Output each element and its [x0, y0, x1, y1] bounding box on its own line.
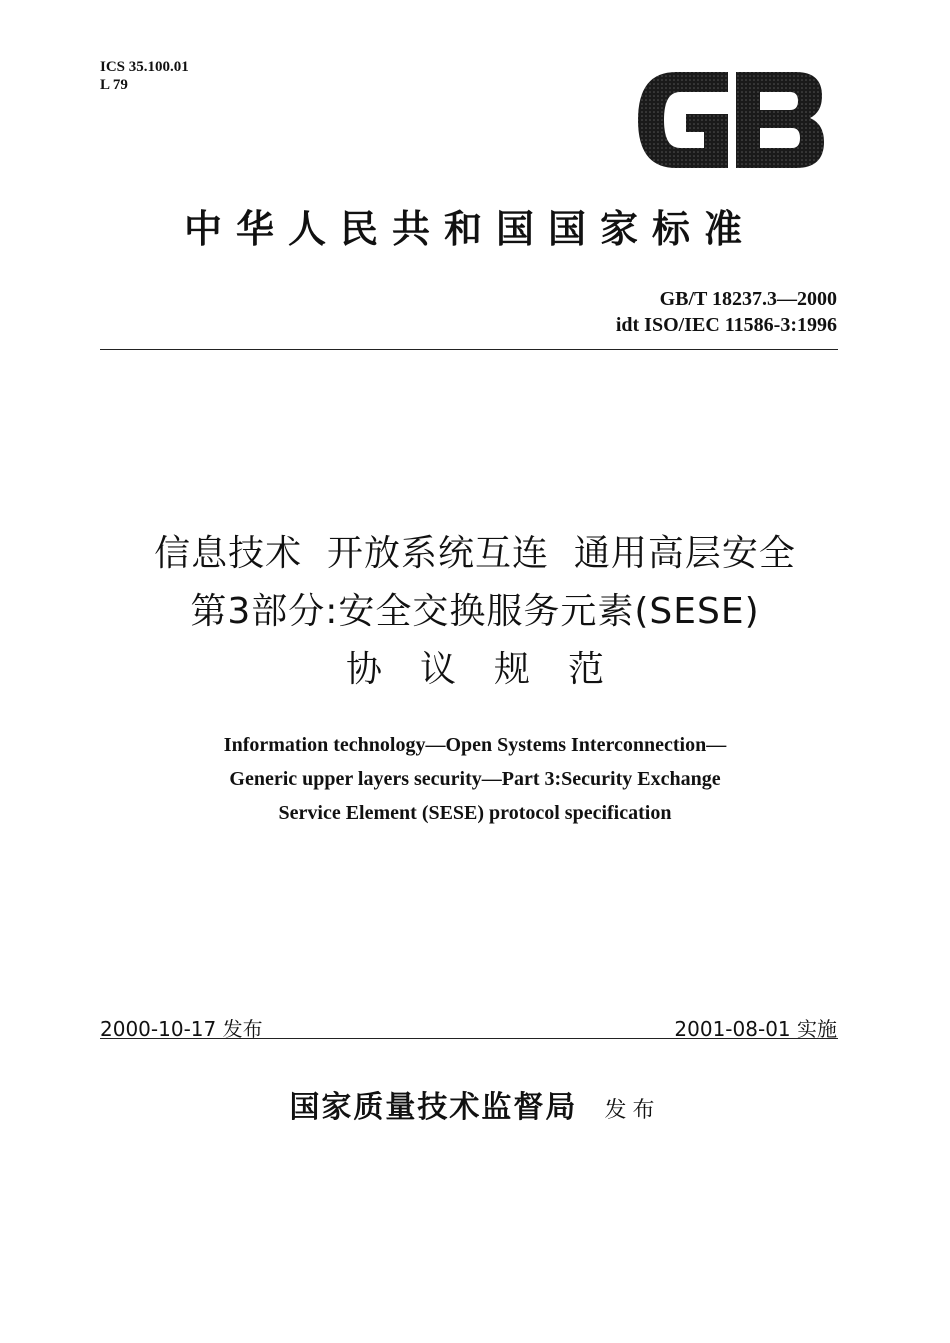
standard-number: GB/T 18237.3—2000	[659, 288, 837, 310]
implementation-date: 2001-08-01 实施	[674, 1017, 837, 1041]
footer-divider	[100, 1038, 838, 1039]
title-en-line-1: Information technology—Open Systems Interconnection—	[223, 734, 727, 756]
standard-code-block	[616, 286, 837, 338]
identical-standard: idt ISO/IEC 11586-3:1996	[615, 314, 837, 336]
publisher-line	[100, 1082, 850, 1126]
title-cn-line-1: 信息技术 开放系统互连 通用高层安全	[154, 533, 796, 574]
title-cn-line-3: 协议规范	[345, 649, 642, 690]
gb-standard-logo-icon	[636, 70, 826, 170]
issue-date: 2000-10-17 发布	[100, 1017, 263, 1041]
ics-code: ICS 35.100.01	[100, 59, 189, 75]
header-divider	[100, 349, 838, 350]
standard-category-title: 中华人民共和国国家标准	[183, 207, 756, 251]
title-en-line-2: Generic upper layers security—Part 3:Security Exchange	[229, 768, 721, 790]
gb-logo	[636, 70, 826, 170]
classification-codes	[100, 58, 189, 94]
title-cn-line-2: 第3部分:安全交换服务元素(SESE)	[190, 591, 760, 632]
publisher-action: 发布	[604, 1098, 661, 1123]
publisher-organization: 国家质量技术监督局	[289, 1090, 578, 1125]
ccs-code: L 79	[100, 77, 128, 93]
title-en-line-3: Service Element (SESE) protocol specification	[278, 802, 672, 824]
